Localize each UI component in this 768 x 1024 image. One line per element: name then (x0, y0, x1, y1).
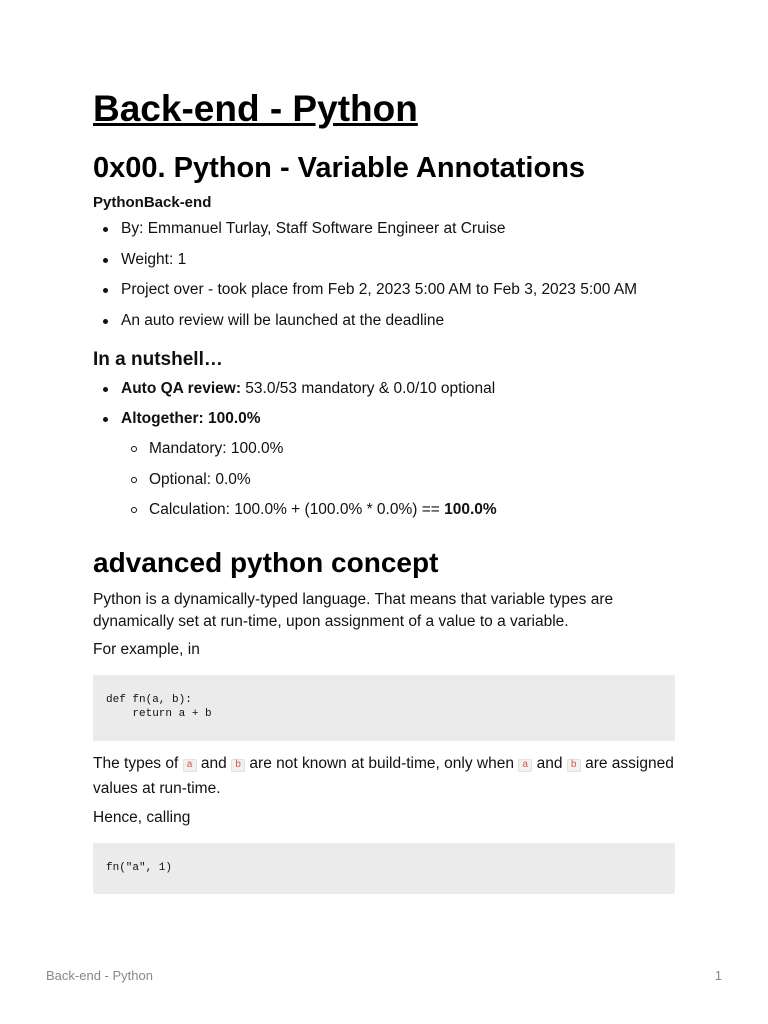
meta-weight: Weight: 1 (93, 249, 675, 271)
project-meta-list (93, 218, 675, 332)
code-block-fn-definition: def fn(a, b): return a + b (93, 675, 675, 741)
document-title: Back-end - Python (93, 88, 418, 129)
types-text-2: and (196, 755, 232, 772)
qa-review-label: Auto QA review: (121, 379, 241, 397)
project-tags: PythonBack-end (93, 194, 212, 211)
inline-code-b: b (567, 759, 581, 772)
inline-code-a: a (518, 759, 532, 772)
example-paragraph: For example, in (93, 641, 200, 658)
footer-title: Back-end - Python (46, 968, 153, 983)
types-text-5: are assigned values at run-time. (93, 755, 674, 797)
types-text-4: and (532, 755, 567, 772)
calculation-result: 100.0% (444, 501, 497, 518)
mandatory-score: Mandatory: 100.0% (121, 438, 675, 460)
qa-review-value: 53.0/53 mandatory & 0.0/10 optional (241, 379, 496, 397)
types-text-1: The types of (93, 755, 183, 772)
intro-paragraph: Python is a dynamically-typed language. That means that variable types are dynamically set at run-time, upon assignment of a value to a variable. (93, 591, 614, 630)
calculation-text: Calculation: 100.0% + (100.0% * 0.0%) == (149, 501, 445, 518)
inline-code-b: b (231, 759, 245, 772)
optional-score: Optional: 0.0% (121, 469, 675, 491)
meta-author: By: Emmanuel Turlay, Staff Software Engineer at Cruise (93, 218, 675, 240)
page-number: 1 (714, 968, 722, 983)
nutshell-list (93, 378, 675, 522)
section-heading: advanced python concept (93, 547, 439, 578)
inline-code-a: a (183, 759, 197, 772)
hence-paragraph: Hence, calling (93, 809, 191, 826)
code-block-fn-call: fn("a", 1) (93, 843, 675, 894)
meta-dates: Project over - took place from Feb 2, 2023 5:00 AM to Feb 3, 2023 5:00 AM (93, 279, 675, 301)
meta-auto-review: An auto review will be launched at the deadline (93, 310, 675, 332)
qa-review-item (93, 378, 675, 400)
nutshell-heading: In a nutshell… (93, 348, 223, 370)
calculation-item (121, 499, 675, 521)
altogether-item (93, 408, 675, 521)
document-page (93, 84, 675, 894)
score-breakdown-list (121, 438, 675, 521)
types-text-3: are not known at build-time, only when (245, 755, 519, 772)
types-paragraph (93, 753, 675, 800)
project-title: 0x00. Python - Variable Annotations (93, 152, 586, 184)
altogether-label: Altogether: 100.0% (121, 410, 261, 427)
